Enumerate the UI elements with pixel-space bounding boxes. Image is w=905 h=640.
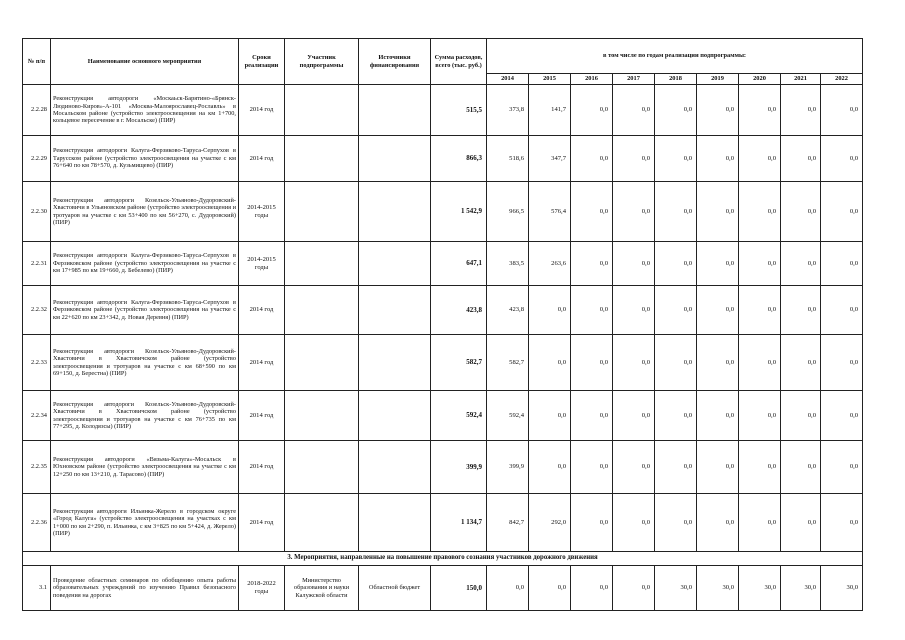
row-total: 515,5: [431, 85, 487, 136]
row-year-value: 0,0: [613, 494, 655, 552]
row-year-value: 0,0: [821, 335, 863, 391]
row-year-value: 0,0: [821, 441, 863, 494]
row-year-value: 30,0: [781, 566, 821, 611]
row-year-value: 0,0: [697, 391, 739, 441]
row-name: Реконструкция автодороги Калуга-Ферзиково-Таруса-Серпухов в Ферзиковском районе (устройство электроосвещения на участке с км 22+620 по км 23+342, д. Новая Деревня) (ПИР): [51, 286, 239, 335]
row-number: 2.2.36: [23, 494, 51, 552]
row-year-value: 0,0: [613, 566, 655, 611]
row-year-value: 30,0: [697, 566, 739, 611]
row-year-value: 0,0: [571, 391, 613, 441]
row-year-value: 0,0: [571, 182, 613, 242]
row-number: 2.2.30: [23, 182, 51, 242]
row-term: 2014 год: [239, 391, 285, 441]
row-year-value: 0,0: [697, 494, 739, 552]
row-name: Реконструкция автодороги «Москаьск-Барятино-«Брянск-Людиново-Киров»-А-101 «Москва-Малоярославец-Рославль» в Мосальском районе (устройство электроосвещения на км 1+700, кольцевое пересечение в г. Мосальске) (ПИР): [51, 85, 239, 136]
row-year-value: 0,0: [697, 136, 739, 182]
row-name: Реконструкция автодороги Козельск-Ульяново-Дудоровский-Хвастовичи в Хвастовичском районе (устройство электроосвещения и тротуаров на участке с км 76+735 по км 77+295, д. Колодязсы) (ПИР): [51, 391, 239, 441]
row-source: [359, 335, 431, 391]
row-year-value: 0,0: [529, 441, 571, 494]
row-participant: [285, 242, 359, 286]
row-year-value: 0,0: [655, 182, 697, 242]
table-body: [23, 85, 863, 611]
row-year-value: 383,5: [487, 242, 529, 286]
row-total: 1 134,7: [431, 494, 487, 552]
row-number: 2.2.35: [23, 441, 51, 494]
row-year-value: 0,0: [613, 441, 655, 494]
row-year-value: 0,0: [487, 566, 529, 611]
row-year-value: 0,0: [571, 136, 613, 182]
row-number: 2.2.31: [23, 242, 51, 286]
row-year-value: 0,0: [613, 242, 655, 286]
row-year-value: 30,0: [655, 566, 697, 611]
table-header: [23, 39, 863, 85]
row-year-value: 0,0: [781, 335, 821, 391]
header-year-2022: 2022: [821, 74, 863, 85]
row-year-value: 0,0: [613, 286, 655, 335]
row-year-value: 0,0: [739, 136, 781, 182]
row-year-value: 592,4: [487, 391, 529, 441]
table-row: [23, 441, 863, 494]
row-year-value: 0,0: [655, 335, 697, 391]
row-year-value: 0,0: [655, 85, 697, 136]
row-year-value: 0,0: [781, 242, 821, 286]
row-year-value: 0,0: [821, 286, 863, 335]
row-number: 2.2.29: [23, 136, 51, 182]
table-row: [23, 566, 863, 611]
row-year-value: 0,0: [739, 85, 781, 136]
row-year-value: 0,0: [613, 182, 655, 242]
row-year-value: 0,0: [821, 136, 863, 182]
table-row: [23, 85, 863, 136]
row-year-value: 0,0: [655, 242, 697, 286]
section-row: [23, 552, 863, 566]
row-name: Реконструкция автодороги «Вязьма-Калуга»-Мосальск в Юхновском районе (устройство электроосвещения на участке с км 12+250 по км 13+210, д. Тарасово) (ПИР): [51, 441, 239, 494]
row-year-value: 373,8: [487, 85, 529, 136]
row-participant: [285, 391, 359, 441]
row-term: 2014 год: [239, 286, 285, 335]
row-year-value: 0,0: [739, 182, 781, 242]
row-year-value: 518,6: [487, 136, 529, 182]
table-row: [23, 242, 863, 286]
header-source: Источники финансирования: [359, 39, 431, 85]
row-year-value: 399,9: [487, 441, 529, 494]
row-year-value: 0,0: [571, 566, 613, 611]
row-participant: [285, 286, 359, 335]
row-name: Реконструкция автодороги Козельск-Ульяново-Дудоровский-Хвастовичи в Ульяновском районе (устройство электроосвещения и тротуаров на участке с км 53+400 по км 56+270, с. Дудоровский) (ПИР): [51, 182, 239, 242]
row-year-value: 347,7: [529, 136, 571, 182]
row-year-value: 0,0: [529, 391, 571, 441]
row-year-value: 0,0: [821, 494, 863, 552]
header-year-2014: 2014: [487, 74, 529, 85]
row-year-value: 0,0: [697, 85, 739, 136]
program-table: [22, 38, 863, 611]
row-year-value: 0,0: [613, 335, 655, 391]
row-participant: [285, 85, 359, 136]
row-year-value: 842,7: [487, 494, 529, 552]
row-year-value: 0,0: [529, 335, 571, 391]
row-term: 2014 год: [239, 335, 285, 391]
row-name: Реконструкция автодороги Калуга-Ферзиково-Таруса-Серпухов в Тарусском районе (устройство электроосвещения на участке с км 76+640 по км 78+570, д. Кузьмищево) (ПИР): [51, 136, 239, 182]
row-year-value: 0,0: [697, 441, 739, 494]
row-year-value: 0,0: [529, 286, 571, 335]
row-year-value: 0,0: [821, 391, 863, 441]
header-years-group: в том числе по годам реализации подпрограммы:: [487, 39, 863, 74]
row-year-value: 30,0: [821, 566, 863, 611]
table-row: [23, 335, 863, 391]
row-source: [359, 391, 431, 441]
row-year-value: 141,7: [529, 85, 571, 136]
row-name: Реконструкция автодороги Козельск-Ульяново-Дудоровский-Хвастовичи в Хвастовичском районе (устройство электроосвещения и тротуаров на участке с км 68+590 по км 69+150, д. Берестна) (ПИР): [51, 335, 239, 391]
row-year-value: 0,0: [571, 286, 613, 335]
header-participant: Участник подпрограммы: [285, 39, 359, 85]
row-year-value: 0,0: [655, 286, 697, 335]
row-participant: [285, 494, 359, 552]
table-row: [23, 391, 863, 441]
row-year-value: 0,0: [571, 494, 613, 552]
row-participant: [285, 136, 359, 182]
row-year-value: 0,0: [571, 85, 613, 136]
row-year-value: 0,0: [739, 335, 781, 391]
row-total: 582,7: [431, 335, 487, 391]
section-title: 3. Мероприятия, направленные на повышение правового сознания участников дорожного движения: [23, 552, 863, 566]
header-num: № п/п: [23, 39, 51, 85]
row-year-value: 0,0: [821, 182, 863, 242]
row-year-value: 0,0: [821, 242, 863, 286]
header-total: Сумма расходов, всего (тыс. руб.): [431, 39, 487, 85]
row-year-value: 0,0: [739, 286, 781, 335]
row-source: [359, 136, 431, 182]
row-participant: [285, 335, 359, 391]
row-total: 592,4: [431, 391, 487, 441]
row-year-value: 0,0: [697, 335, 739, 391]
row-participant: Министерство образования и науки Калужской области: [285, 566, 359, 611]
row-year-value: 0,0: [781, 391, 821, 441]
row-year-value: 0,0: [739, 494, 781, 552]
table-row: [23, 136, 863, 182]
row-number: 2.2.32: [23, 286, 51, 335]
header-year-2020: 2020: [739, 74, 781, 85]
row-term: 2014 год: [239, 136, 285, 182]
row-year-value: 0,0: [781, 494, 821, 552]
table-row: [23, 182, 863, 242]
row-number: 2.2.28: [23, 85, 51, 136]
row-name: Реконструкция автодороги Калуга-Ферзиково-Таруса-Серпухов в Ферзиковском районе (устройство электроосвещения на участке с км 17+985 по км 19+660, д. Бебелево) (ПИР): [51, 242, 239, 286]
row-year-value: 423,8: [487, 286, 529, 335]
row-year-value: 582,7: [487, 335, 529, 391]
row-year-value: 0,0: [739, 242, 781, 286]
row-year-value: 0,0: [655, 441, 697, 494]
row-number: 3.1: [23, 566, 51, 611]
row-number: 2.2.34: [23, 391, 51, 441]
row-year-value: 0,0: [613, 85, 655, 136]
header-year-2017: 2017: [613, 74, 655, 85]
row-year-value: 0,0: [613, 391, 655, 441]
row-participant: [285, 182, 359, 242]
row-year-value: 0,0: [655, 136, 697, 182]
document-page: [22, 38, 862, 611]
row-total: 1 542,9: [431, 182, 487, 242]
row-total: 866,3: [431, 136, 487, 182]
row-year-value: 292,0: [529, 494, 571, 552]
row-year-value: 0,0: [697, 286, 739, 335]
row-number: 2.2.33: [23, 335, 51, 391]
row-year-value: 576,4: [529, 182, 571, 242]
row-year-value: 0,0: [739, 441, 781, 494]
header-year-2018: 2018: [655, 74, 697, 85]
row-source: Областной бюджет: [359, 566, 431, 611]
header-term: Сроки реализации: [239, 39, 285, 85]
row-total: 423,8: [431, 286, 487, 335]
row-year-value: 0,0: [529, 566, 571, 611]
table-row: [23, 286, 863, 335]
row-name: Реконструкция автодороги Ильинка-Жерело в городском округе «Город Калуга» (устройство электроосвещения на участках с км 1+000 по км 2+290, п. Ильинка, с км 3+825 по км 5+424, д. Жерело) (ПИР): [51, 494, 239, 552]
row-year-value: 263,6: [529, 242, 571, 286]
header-year-2015: 2015: [529, 74, 571, 85]
row-term: 2014-2015 годы: [239, 242, 285, 286]
row-name: Проведение областных семинаров по обобщению опыта работы образовательных учреждений по изучению Правил безопасного поведения на дорогах: [51, 566, 239, 611]
row-year-value: 0,0: [781, 441, 821, 494]
row-year-value: 0,0: [571, 242, 613, 286]
row-total: 150,0: [431, 566, 487, 611]
row-source: [359, 182, 431, 242]
header-year-2019: 2019: [697, 74, 739, 85]
row-source: [359, 441, 431, 494]
row-year-value: 0,0: [739, 391, 781, 441]
table-row: [23, 494, 863, 552]
row-term: 2018-2022 годы: [239, 566, 285, 611]
row-term: 2014 год: [239, 494, 285, 552]
row-year-value: 0,0: [697, 242, 739, 286]
row-year-value: 0,0: [697, 182, 739, 242]
header-year-2021: 2021: [781, 74, 821, 85]
row-source: [359, 286, 431, 335]
row-year-value: 0,0: [781, 182, 821, 242]
header-year-2016: 2016: [571, 74, 613, 85]
row-total: 399,9: [431, 441, 487, 494]
row-source: [359, 242, 431, 286]
row-year-value: 966,5: [487, 182, 529, 242]
row-year-value: 30,0: [739, 566, 781, 611]
row-term: 2014 год: [239, 441, 285, 494]
header-name: Наименование основного мероприятия: [51, 39, 239, 85]
row-year-value: 0,0: [613, 136, 655, 182]
row-term: 2014-2015 годы: [239, 182, 285, 242]
row-year-value: 0,0: [655, 494, 697, 552]
row-year-value: 0,0: [571, 441, 613, 494]
row-year-value: 0,0: [821, 85, 863, 136]
row-source: [359, 85, 431, 136]
row-term: 2014 год: [239, 85, 285, 136]
row-participant: [285, 441, 359, 494]
row-source: [359, 494, 431, 552]
row-year-value: 0,0: [571, 335, 613, 391]
row-year-value: 0,0: [781, 136, 821, 182]
row-year-value: 0,0: [781, 286, 821, 335]
row-year-value: 0,0: [655, 391, 697, 441]
row-year-value: 0,0: [781, 85, 821, 136]
row-total: 647,1: [431, 242, 487, 286]
